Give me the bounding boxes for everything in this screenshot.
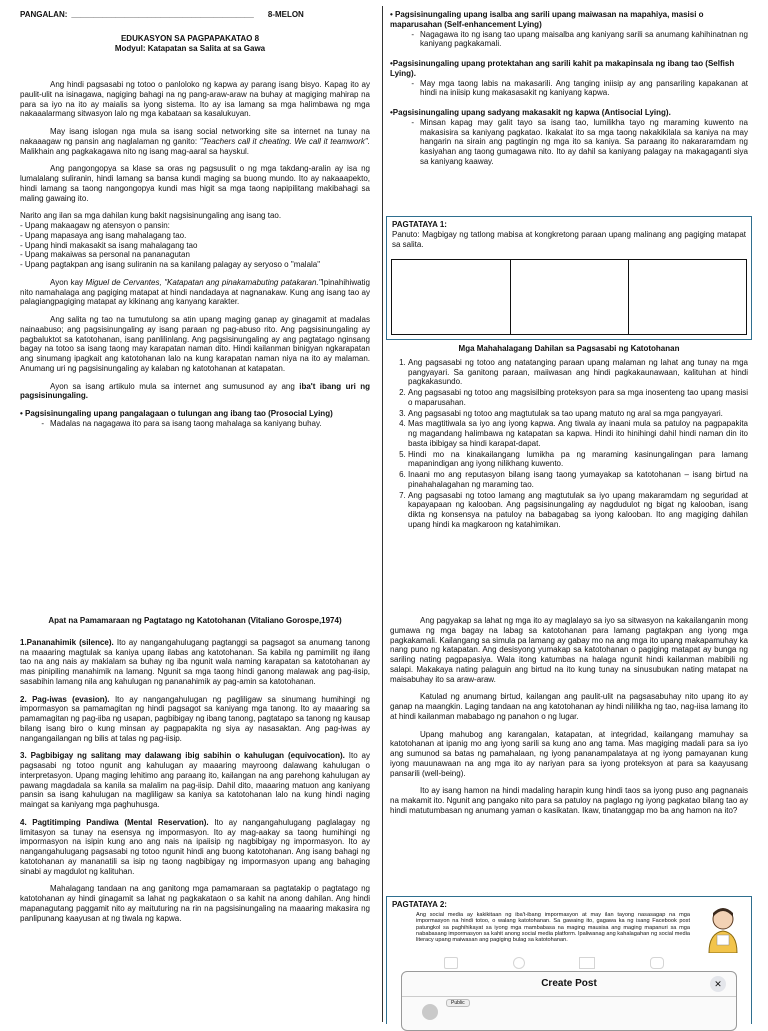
paragraph: Mahalagang tandaan na ang ganitong mga pamamaraan sa pagtatakip o pagtatago ng katotohanan ay hindi ginagamit sa lahat ng pagkakataon o sa kahit na anong dahilan. Ang hindi mapanagutang paggamit nito ay maituturing na rin na pagsisinungaling na maaaring makasira ng panlipunang kaayusan at ng tiwala ng kapwa. (20, 884, 370, 923)
list-item: 6. Inaani mo ang reputasyon bilang isang taong yumayakap sa katotohanan – isang birtud na pinahahalagahan ng maraming tao. (408, 470, 748, 490)
lying-type-desc: - Madalas na nagagawa ito para sa isang taong mahalaga sa kaniyang buhay. (41, 418, 322, 428)
paragraph: May isang islogan nga mula sa isang social networking site sa internet na tunay na nakaaagaw ng pansin ang naglalaman ng ganito: "Teachers call it cheating. We call it teamwork". Malikhain ang pagkakagawa nito ng isang mag-aaral sa hayskul. (20, 127, 370, 156)
lying-type-desc: - Minsan kapag may galit tayo sa isang tao, lumilikha tayo ng maraming kuwento na makasisira sa kaniyang pagkatao. Ikakalat ito sa mga taong nakakikilala sa kaniya na may hangarin na sirain ang pagtingin ng mga ito sa kaniya. Sa paraang ito nakararamdam ng kasiyahan ang taong gumagawa nito. Ito ay dahil sa kaniyang palagay na makagaganti siya sa kaniyang kaaway. (411, 117, 748, 166)
pagtataya-2-title: PAGTATAYA 2: (392, 900, 447, 909)
create-post-card (401, 971, 737, 1031)
truth-reasons-list (390, 358, 748, 530)
name-label: PANGALAN: (20, 10, 68, 19)
paragraph: Ayon kay Miguel de Cervantes, "Katapatan ang pinakamabuting patakaran."Ipinahihiwatig nito namahalaga ang pagiging matapat at hindi nandadaya at nagnanakaw. Kung ang isang tao ay palagiangpagiging matapat ay kikinang ang kanyang karakter. (20, 277, 370, 307)
answer-cell-2[interactable] (510, 260, 629, 334)
methods-title: Apat na Pamamaraan ng Pagtatago ng Katotohanan (Vitaliano Gorospe,1974) (48, 616, 342, 625)
photo-icon (579, 957, 595, 969)
lying-type-title: •Pagsisinungaling upang sadyang makasakit ng kapwa (Antisocial Lying). (390, 108, 671, 117)
cervantes-quote: Miguel de Cervantes, "Katapatan ang pinakamabuting patakaran." (85, 277, 322, 287)
left-bottom-column (20, 616, 370, 929)
header (20, 10, 360, 53)
reasons-intro: Narito ang ilan sa mga dahilan kung bakit nagsisinungaling ang isang tao. (20, 211, 282, 221)
list-item: - Upang hindi makasakit sa isang mahalagang tao (20, 240, 198, 250)
audience-chip[interactable]: Public (446, 999, 470, 1007)
truth-reasons-title: Mga Mahahalagang Dahilan sa Pagsasabi ng Katotohanan (458, 344, 680, 353)
list-item: - Upang mapasaya ang isang mahalagang tao. (20, 230, 187, 240)
paragraph: Ang pangongopya sa klase sa oras ng pagsusulit o ng mga takdang-aralin ay isa ng lumalalang suliranin, hindi lamang sa bansa kundi maging sa buong mundo. Ito ay nakaaapekto, hindi lamang sa taong nangongopya kundi mas higit sa mga taong napipilitang makibahagi sa maling gawaing ito. (20, 164, 370, 203)
list-item: - Upang makaagaw ng atensyon o pansin: (20, 221, 170, 230)
paragraph: Ang salita ng tao na tumutulong sa atin upang maging ganap ay ginagamit at madalas nainaabuso; ang pagsisinungaling ay isang paraan ng pag-abuso rito. Ang pagsisinungaling ay pagbaluktot sa katotohanan, isang panlilinlang. Ang pagsisinungaling ay ang pagtatago nginsang bagay na totoo sa isang taong may karapatan naman dito. Hindi kailanman binigyan ngkarapatan ang sinumang ipagkait ang katotohanan lalo na kung karapatan naman niya na ito ay malaman. Anumang uri ng pagsisinungaling ay kalaban ng katotohanan at katapatan. (20, 315, 370, 373)
avatar (422, 1004, 438, 1020)
social-icons-row (417, 955, 691, 971)
list-item: 3. Ang pagsasabi ng totoo ang magtutulak sa tao upang matuto ng aral sa mga pangyayari. (408, 409, 748, 419)
column-divider (382, 6, 383, 1022)
lying-type-title: • Pagsisinungaling upang pangalagaan o tulungan ang ibang tao (Prosocial Lying) (20, 409, 333, 418)
left-top-column (20, 80, 370, 429)
list-item: - Upang makaiwas sa personal na pananagutan (20, 250, 190, 260)
right-bottom-column (390, 616, 748, 822)
lying-types-heading: iba't ibang uri ng pagsisinungaling. (20, 381, 370, 401)
pagtataya-2-text: Ang social media ay kakikitaan ng iba't-ibang impormasyon at may ilan tayong nasasagap na mga impormasyon na hindi totoo, o walang katotohanan. Sa gawaing ito, gagawa ka ng isang Facebook post patungkol sa paghihikayat sa iyong mga mambabasa na maging mausisa ang maging mapanuri sa mga nababasang impormasyon sa kahit anong social media platform. Ipaliwanag ang kahalagahan ng social media literacy upang maiwasan ang pagiging bulag sa katotohanan. (416, 911, 690, 944)
reasons-list (20, 211, 370, 270)
section-label: 8-MELON (267, 10, 304, 19)
paragraph: Ayon sa isang artikulo mula sa internet ang sumusunod ay ang iba't ibang uri ng pagsisinungaling. (20, 381, 370, 401)
close-button[interactable] (710, 976, 726, 992)
post-divider (402, 996, 736, 997)
chat-icon (650, 957, 664, 969)
lying-type-title: • Pagsisinungaling upang isalba ang sarili upang maiwasan na mapahiya, masisi o maparusahan (Self-enhancement Lying) (390, 10, 704, 29)
answer-cell-1[interactable] (392, 260, 511, 334)
list-item: 4. Mas magtitiwala sa iyo ang iyong kapwa. Ang tiwala ay inaani mula sa patuloy na pagpapakita ng magandang halimbawa ng katapatan sa kapwa. Hindi ito hinihingi dahil hindi naman din ito basta ibibigay sa hindi karapat-dapat. (408, 419, 748, 448)
method-1: 1.Pananahimik (silence). Ito ay nangangahulugang pagtanggi sa pagsagot sa anumang tanong na maaaring magtulak sa kaniya upang ilabas ang katotohanan. Sa kabila ng pamimilit ng ilang tao na ang nais ay makialam sa buhay ng iba ngunit wala naming karapatan sa katotohanan ay mas pinipiling manahimik na lamang. Ngunit sa mga taong hindi ganong malawak ang pag-iisip, sasabihin lamang nila ang kahulugan ng pananahimik ay pag-amin sa katotohanan. (20, 637, 370, 686)
list-item: 7. Ang pagsasabi ng totoo lamang ang magtutulak sa iyo upang makaramdam ng seguridad at kapayapaan ng kalooban. Ang pagsisinungaling ay nagdudulot ng bigat ng kalooban, isang dikta ng konsensya na patuloy na babagabag sa iyong kalooban. Ito ang magiging dahilan upang hindi ka magkaroon ng katahimikan. (408, 491, 748, 530)
method-3: 3. Pagbibigay ng salitang may dalawang ibig sabihin o kahulugan (equivocation). Ito ay pagsasabi ng totoo ngunit ang kahulugan ay maaaring mayroong dalawang kahulugan o interpretasyon. Upang maging lehitimo ang paraang ito, kailangan na ang parehong kahulugan ay pawang magdadala sa kanila sa malalim na pag-iisip. Dahil dito, maaaring matuon ang kaniyang pansin sa isang kahulugan na magliligaw sa kaniya sa katotohanan lalo na kung hindi naging maingat sa kaniyang mga paghuhusga. (20, 751, 370, 809)
answer-grid (391, 259, 747, 335)
paragraph: Upang mahubog ang karangalan, katapatan, at integridad, kailangang mamuhay sa katotohanan at ipanig mo ang iyong sarili sa kung ano ang tama. Mas magiging madali para sa iyo ang sumunod sa batas ng pamahalaan, ng iyong pananampalataya at ng iyong pamayanan kung iyong mauunawaan na ang mga ito ay nariyan para sa iyong proteksyon at para sa kaayusang pansarili (well-being). (390, 729, 748, 778)
truth-reasons-section (390, 344, 748, 531)
slogan-quote: "Teachers call it cheating. We call it teamwork". (199, 136, 370, 146)
right-top-column (390, 10, 748, 167)
paragraph: Katulad ng anumang birtud, kailangan ang paulit-ulit na pagsasabuhay nito upang ito ay ganap na maangkin. Laging tandaan na ang katotohanan ay hindi nililikha ng tao, nag-iisa lamang ito at hindi kailanman mababago ng panahon o ng lugar. (390, 692, 748, 721)
list-item: 2. Ang pagsasabi ng totoo ang magsisilbing proteksyon para sa mga inosenteng tao upang masisi o maparusahan. (408, 388, 748, 408)
module-title: Modyul: Katapatan sa Salita at sa Gawa (114, 43, 266, 53)
pagtataya-1-box (386, 216, 752, 340)
lying-type-desc: - May mga taong labis na makasarili. Ang tanging iniisip ay ang pansariling kapakanan at hindi na iniisip kung makasasakit ng kaniyang kapwa. (411, 78, 748, 98)
student-illustration (703, 905, 743, 953)
method-4: 4. Pagtitimping Pandiwa (Mental Reservation). Ito ay nangangahulugang paglalagay ng limitasyon sa tunay na esensya ng impormasyon. Ito ay mag-aakay sa taong humihingi ng impormasyon na isipin kung ano ang nais na ipaiisip ng nagbibigay ng impormasyon. Ito ay nangangahulugang pagsasabi ng totoo ngunit hindi ang buong katotohanan. Ang isang bahagi ng katotohanan ay mananatili sa isip ng taong nagbibigay ng impormasyon upang ang bahaging sinabi ay magdulot ng kalituhan. (20, 817, 371, 876)
method-2: 2. Pag-iwas (evasion). Ito ay nangangahulugan ng pagliligaw sa sinumang humihingi ng impormasyon sa pamamagitan ng hindi pagsagot sa kaniyang mga tanong. Ito ay maaaring sa pamamagitan ng pag-iiba ng usapan, pagbibigay ng ibang tanong, pagtatapo sa tanong ng kausap bilang isang biro o kung minsan ay pagpapakita ng siya ay nasasaktan. Ang pag-iwas ay nangangailangan ng bilis at talas ng pag-iisip. (20, 694, 370, 743)
create-post-title: Create Post (541, 978, 597, 989)
answer-cell-3[interactable] (628, 260, 746, 334)
pagtataya-1-title: PAGTATAYA 1: (392, 220, 447, 229)
like-icon (444, 957, 458, 969)
list-item: - Upang pagtakpan ang isang suliranin na sa kanilang palagay ay seryoso o "malala" (20, 260, 321, 269)
pagtataya-1-instruction: Panuto: Magbigay ng tatlong mabisa at kongkretong paraan upang malinang ang pagiging matapat sa salita. (392, 229, 746, 249)
paragraph: Ang pagyakap sa lahat ng mga ito ay maglalayo sa iyo sa sitwasyon na kakailanganin mong gumawa ng mga bagay na labag sa katotohanan para lamang pagtakpan ang iyong mga pagkakamali. Kailangang sa simula pa lamang ay gabay mo na ang mga ito upang makapamuhay ka nang puno ng katapatan. Ang desisyong yumakap sa katotohanan o pagiging matapat ay bunga ng sariling nating pagpapasiya. Wala itong katumbas na halaga ngunit hindi kailanman mabibili ng salapi. Makakaya nating palaguin ang birtud na ito kung tunay na sinusubukan nating matapat na maisabuhay ito sa araw-araw. (390, 616, 748, 684)
close-icon: ✕ (714, 979, 722, 989)
paragraph: Ito ay isang hamon na hindi madaling harapin kung hindi taos sa iyong puso ang pagnanais na makamit ito. Ngunit ang pangako nito para sa patuloy na paglago ng iyong pagkatao bilang tao ay hindi matutumbasan ng anumang yaman o kasikatan. Ikaw, tinatanggap mo ba ang hamon na ito? (390, 786, 748, 815)
lying-type-title: •Pagsisinungaling upang protektahan ang sarili kahit pa makapinsala ng ibang tao (Selfish Lying). (390, 59, 735, 78)
paragraph: Ang hindi pagsasabi ng totoo o panloloko ng kapwa ay parang isang bisyo. Kapag ito ay paulit-ulit na isinagawa, nagiging bahagi na ng pang-araw-araw na buhay at magiging mahirap na para sa iyo na ito ay maialis sa iyong sistema. Ito ay isa lamang sa mga halimbawa ng mga nakaaalarmang sitwasyon lalo ng mga kabataan sa kasalukuyan. (20, 80, 370, 119)
name-line: _________________________________________ (71, 10, 254, 19)
list-item: 5. Hindi mo na kinakailangang lumikha pa ng maraming kasinungalingan para lamang mapanindigan ang iyong nilikhang kuwento. (408, 450, 748, 470)
pagtataya-2-box (386, 896, 752, 1024)
lying-type-desc: - Nagagawa ito ng isang tao upang maisalba ang kaniyang sarili sa anumang kahihinatnan ng kaniyang pagkakamali. (411, 29, 748, 49)
share-icon (513, 957, 525, 969)
list-item: 1. Ang pagsasabi ng totoo ang natatanging paraan upang malaman ng lahat ang tunay na mga pangyayari. Sa ganitong paraan, maiiwasan ang hindi pagkakaunawaan, kalituhan at hindi pagkakasundo. (408, 358, 748, 387)
subject-title: EDUKASYON SA PAGPAPAKATAO 8 (120, 33, 260, 43)
